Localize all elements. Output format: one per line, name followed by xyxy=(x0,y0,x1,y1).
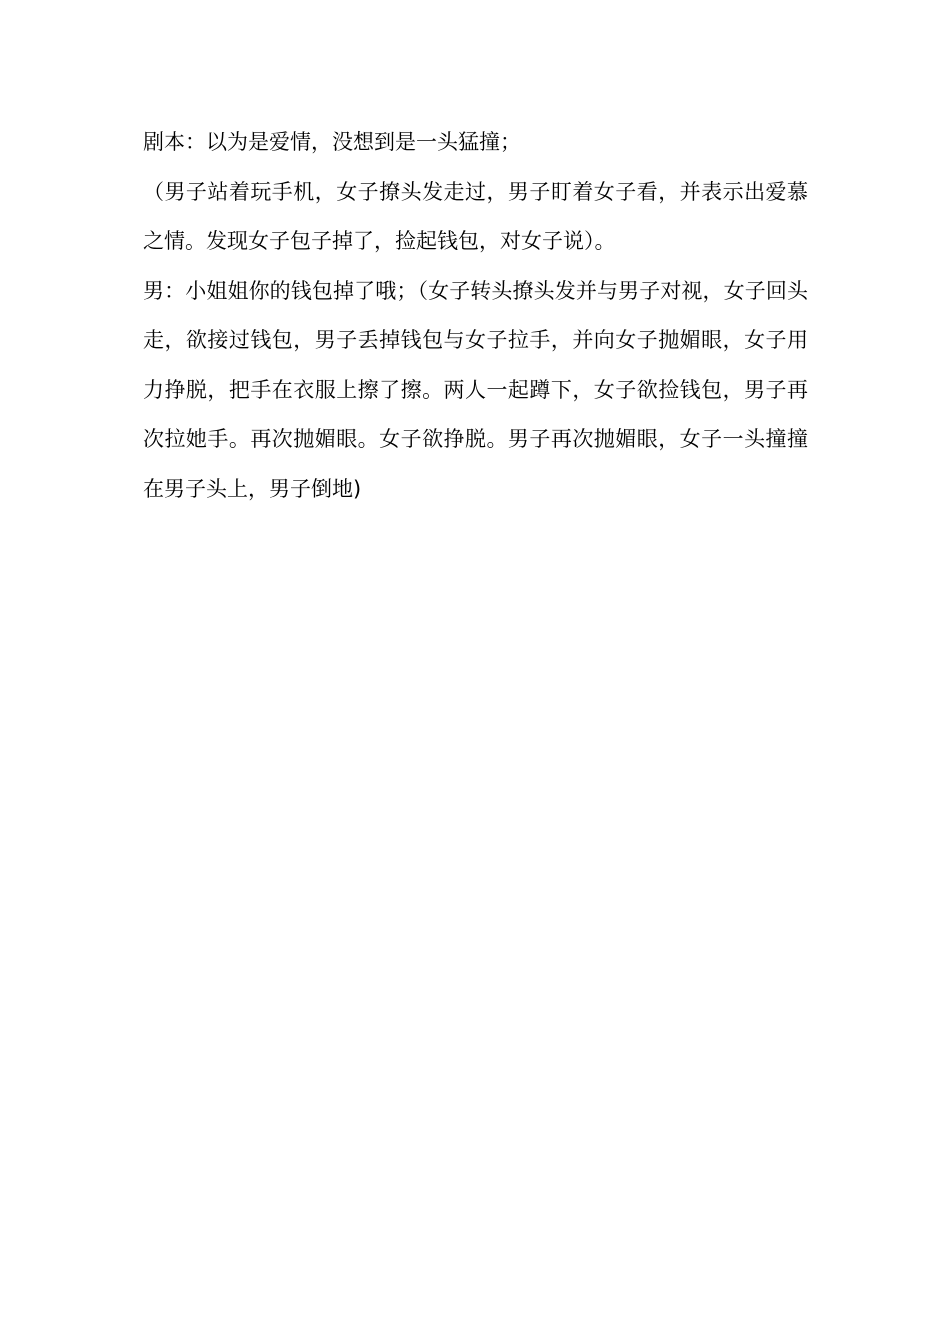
script-text-block xyxy=(143,118,808,514)
dialogue-paragraph: 男：小姐姐你的钱包掉了哦；（女子转头撩头发并与男子对视，女子回头走，欲接过钱包，男子丢掉钱包与女子拉手，并向女子抛媚眼，女子用力挣脱，把手在衣服上擦了擦。两人一起蹲下，女子欲捡钱包，男子再次拉她手。再次抛媚眼。女子欲挣脱。男子再次抛媚眼，女子一头撞撞在男子头上，男子倒地) xyxy=(143,278,808,501)
script-title-line: 剧本：以为是爱情，没想到是一头猛撞； xyxy=(143,130,521,154)
stage-direction-paragraph: （男子站着玩手机，女子撩头发走过，男子盯着女子看，并表示出爱慕之情。发现女子包子掉了，捡起钱包，对女子说）。 xyxy=(143,179,808,253)
